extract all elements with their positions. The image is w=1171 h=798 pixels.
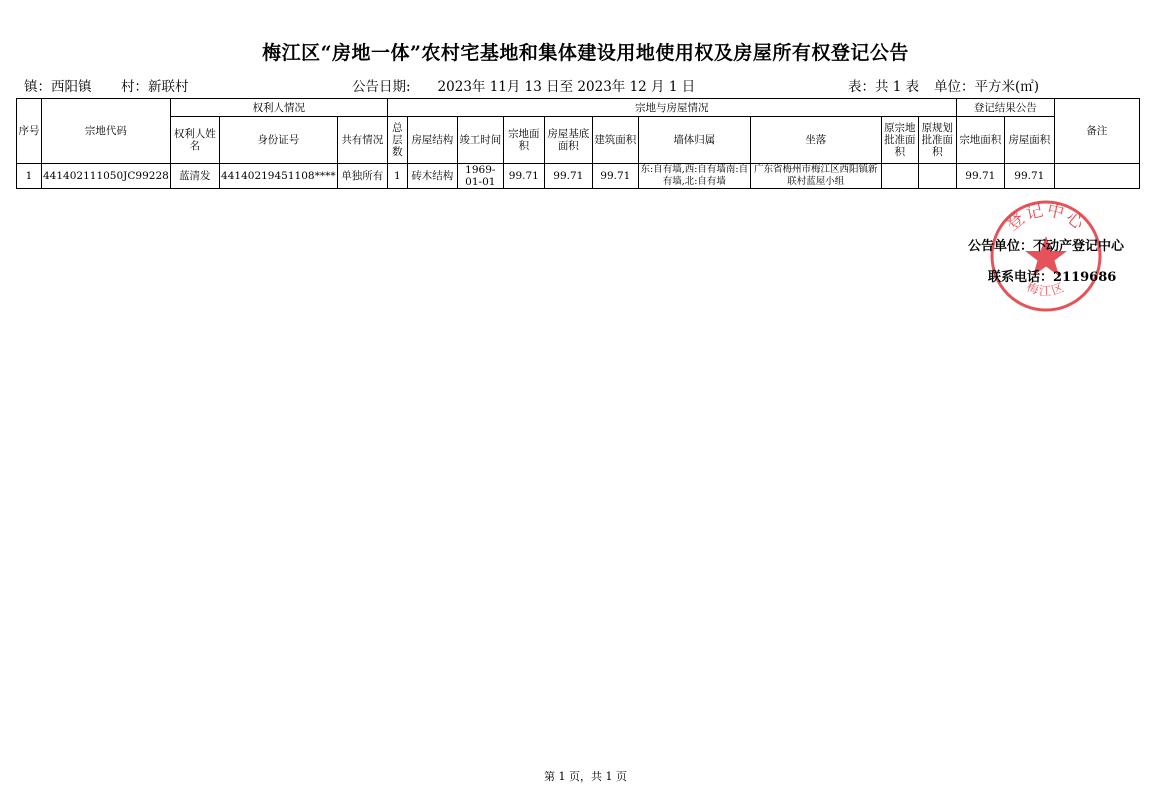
header-owner-name: 权利人姓名: [170, 117, 219, 164]
group-header-land-house: 宗地与房屋情况: [387, 99, 956, 117]
announcement-date: 公告日期: 2023年 11月 13 日至 2023年 12 月 1 日: [352, 79, 696, 95]
page-number: 第 1 页，共 1 页: [544, 770, 627, 783]
cell-result-parcel-area: 99.71: [956, 164, 1004, 189]
official-seal-stamp: [982, 196, 1110, 314]
group-header-owner-info: 权利人情况: [170, 99, 387, 117]
header-co-ownership: 共有情况: [337, 117, 387, 164]
contact-phone: 联系电话：2119686: [988, 270, 1117, 285]
cell-co-ownership: 单独所有: [337, 164, 387, 189]
header-seq: 序号: [17, 99, 42, 164]
header-wall-ownership: 墙体归属: [638, 117, 750, 164]
header-parcel-code: 宗地代码: [42, 99, 171, 164]
village-label: 村：新联村: [121, 79, 189, 95]
header-total-floors: 总层数: [387, 117, 407, 164]
document-title: 梅江区“房地一体”农村宅基地和集体建设用地使用权及房屋所有权登记公告: [262, 42, 909, 64]
cell-orig-plan-approved-area: [918, 164, 956, 189]
cell-remarks: [1054, 164, 1139, 189]
header-id-number: 身份证号: [219, 117, 337, 164]
group-header-registration-result: 登记结果公告: [956, 99, 1054, 117]
cell-location: 广东省梅州市梅江区西阳镇新联村蓝屋小组: [750, 164, 881, 189]
header-result-house-area: 房屋面积: [1004, 117, 1054, 164]
svg-text:梅江区: 梅江区: [1024, 279, 1068, 298]
cell-house-base-area: 99.71: [544, 164, 592, 189]
header-location: 坐落: [750, 117, 881, 164]
cell-wall-ownership: 东:自有墙,西:自有墙南:自有墙,北:自有墙: [638, 164, 750, 189]
sheet-count: 表：共 1 表: [848, 79, 920, 95]
header-completion-time: 竣工时间: [457, 117, 503, 164]
header-orig-plan-approved-area: 原规划批准面积: [918, 117, 956, 164]
cell-id-number: 44140219451108****: [219, 164, 337, 189]
unit-label: 单位：平方米(㎡): [934, 79, 1040, 95]
cell-result-house-area: 99.71: [1004, 164, 1054, 189]
table-row: [17, 164, 1140, 189]
header-orig-parcel-approved-area: 原宗地批准面积: [881, 117, 918, 164]
header-parcel-area: 宗地面积: [503, 117, 544, 164]
cell-seq: 1: [17, 164, 42, 189]
cell-total-floors: 1: [387, 164, 407, 189]
cell-orig-parcel-approved-area: [881, 164, 918, 189]
cell-completion-time: 1969-01-01: [457, 164, 503, 189]
header-house-base-area: 房屋基底面积: [544, 117, 592, 164]
header-building-area: 建筑面积: [592, 117, 638, 164]
svg-text:登记中心: 登记中心: [1002, 200, 1090, 236]
cell-structure: 砖木结构: [407, 164, 457, 189]
cell-owner-name: 蓝清发: [170, 164, 219, 189]
header-result-parcel-area: 宗地面积: [956, 117, 1004, 164]
cell-parcel-area: 99.71: [503, 164, 544, 189]
cell-parcel-code: 441402111050JC99228: [42, 164, 171, 189]
announcing-unit: 公告单位：不动产登记中心: [968, 239, 1125, 254]
registration-table: [16, 98, 1140, 189]
header-remarks: 备注: [1054, 99, 1139, 164]
header-structure: 房屋结构: [407, 117, 457, 164]
town-label: 镇：西阳镇: [24, 79, 92, 95]
cell-building-area: 99.71: [592, 164, 638, 189]
